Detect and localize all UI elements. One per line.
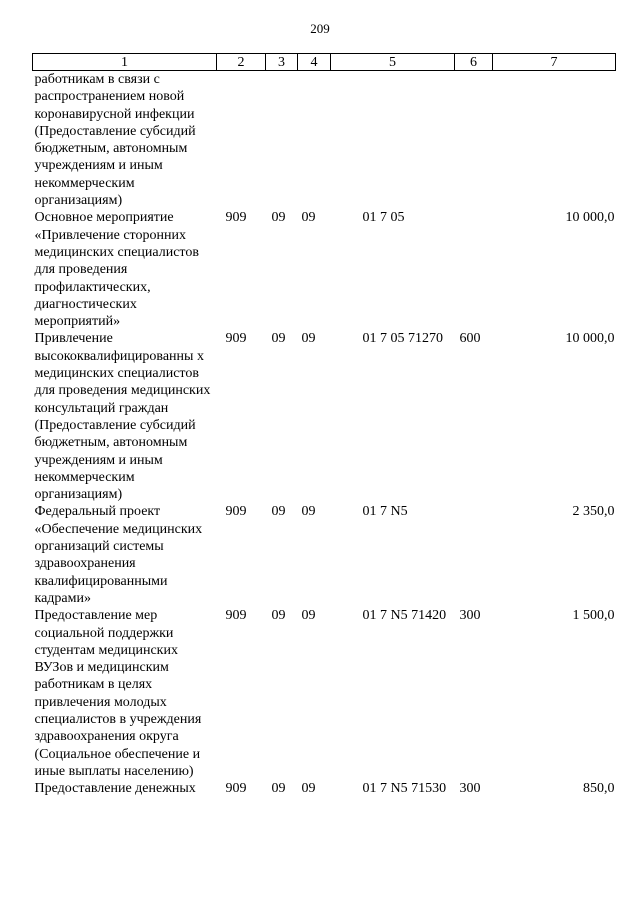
- row-amount: 10 000,0: [565, 331, 615, 347]
- table-row: [33, 607, 616, 780]
- row-admin-code: 909: [225, 504, 247, 520]
- header-col-6: 6: [455, 54, 493, 71]
- row-admin-code: [217, 71, 266, 210]
- table-row: [33, 209, 616, 330]
- row-expense-type: 600: [459, 331, 481, 347]
- row-target-article: 01 7 05: [362, 210, 405, 226]
- row-name: Предоставление денежных: [34, 781, 196, 797]
- row-section: 09: [271, 331, 286, 347]
- header-row: [33, 54, 616, 71]
- table-header: [33, 54, 616, 71]
- row-expense-type: 300: [459, 781, 481, 797]
- row-section: 09: [271, 504, 286, 520]
- row-section: 09: [271, 608, 286, 624]
- header-col-3: 3: [266, 54, 298, 71]
- row-subsection: 09: [301, 781, 316, 797]
- table-row: [33, 780, 616, 797]
- header-col-2: 2: [217, 54, 266, 71]
- page-number: 209: [310, 21, 330, 36]
- row-subsection: [298, 71, 331, 210]
- table-row: [33, 330, 616, 503]
- row-amount: 10 000,0: [565, 210, 615, 226]
- row-section: 09: [271, 210, 286, 226]
- budget-table: [32, 53, 616, 797]
- row-expense-type: [455, 71, 493, 210]
- header-col-4: 4: [298, 54, 331, 71]
- row-amount: 850,0: [583, 781, 615, 797]
- row-admin-code: 909: [225, 210, 247, 226]
- row-section: 09: [271, 781, 286, 797]
- header-col-1: 1: [33, 54, 217, 71]
- row-admin-code: 909: [225, 608, 247, 624]
- table-row: [33, 503, 616, 607]
- row-expense-type: [455, 503, 493, 607]
- row-name: Привлечение высококвалифицированны х медицинских специалистов для проведения медицинских консультаций граждан (Предоставление субсидий бюджетным, автономным учреждениям и иным некоммерческим организациям): [34, 331, 211, 503]
- row-expense-type: [455, 209, 493, 330]
- table-row: [33, 71, 616, 210]
- header-col-5: 5: [331, 54, 455, 71]
- row-admin-code: 909: [225, 331, 247, 347]
- row-name: Предоставление мер социальной поддержки студентам медицинских ВУЗов и медицинским работникам в целях привлечения молодых специалистов в учреждения здравоохранения округа (Социальное обеспечение и иные выплаты населению): [34, 608, 202, 779]
- header-col-7: 7: [493, 54, 616, 71]
- row-target-article: [331, 71, 455, 210]
- row-subsection: 09: [301, 608, 316, 624]
- row-expense-type: 300: [459, 608, 481, 624]
- row-subsection: 09: [301, 504, 316, 520]
- row-target-article: 01 7 N5 71420: [362, 608, 447, 624]
- row-target-article: 01 7 05 71270: [362, 331, 443, 347]
- row-admin-code: 909: [225, 781, 247, 797]
- row-name: работникам в связи с распространением новой коронавирусной инфекции (Предоставление субсидий бюджетным, автономным учреждениям и иным некоммерческим организациям): [34, 72, 196, 209]
- row-target-article: 01 7 N5: [362, 504, 408, 520]
- row-name: Основное мероприятие «Привлечение сторонних медицинских специалистов для проведения профилактических, диагностических мероприятий»: [34, 210, 199, 330]
- row-name: Федеральный проект «Обеспечение медицинских организаций системы здравоохранения квалифицированными кадрами»: [34, 504, 203, 606]
- row-amount: 2 350,0: [572, 504, 615, 520]
- row-subsection: 09: [301, 331, 316, 347]
- row-section: [266, 71, 298, 210]
- row-subsection: 09: [301, 210, 316, 226]
- row-target-article: 01 7 N5 71530: [362, 781, 447, 797]
- row-amount: 1 500,0: [572, 608, 615, 624]
- row-amount: [493, 71, 616, 210]
- table-body: [33, 71, 616, 798]
